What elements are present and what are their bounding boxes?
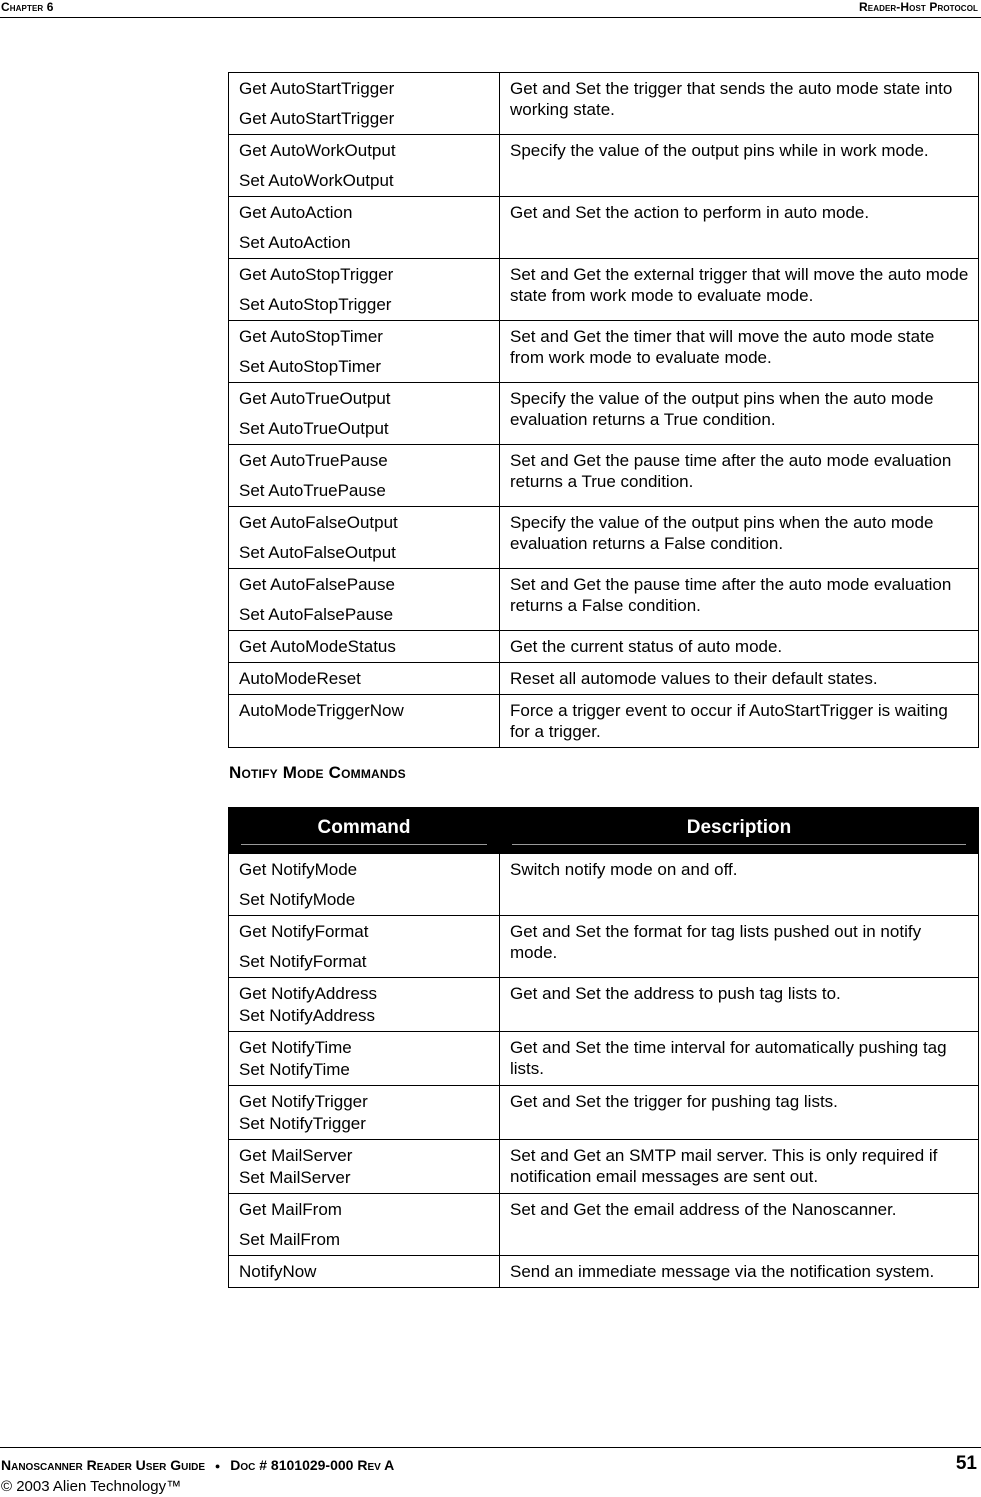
- description-cell: Get and Set the time interval for automatically pushing tag lists.: [500, 1032, 979, 1086]
- command-name: Get MailServer: [239, 1146, 353, 1165]
- command-name: Set AutoFalseOutput: [239, 543, 396, 562]
- command-cell: [229, 854, 500, 916]
- table-row: [229, 663, 979, 695]
- command-name: Set NotifyMode: [239, 890, 356, 909]
- command-name: Set AutoFalsePause: [239, 605, 394, 624]
- command-cell: [229, 1194, 500, 1256]
- command-cell: [229, 663, 500, 695]
- table-row: [229, 135, 979, 197]
- command-name: Get NotifyTrigger: [239, 1092, 368, 1111]
- description-cell: Set and Get the pause time after the auto mode evaluation returns a False condition.: [500, 569, 979, 631]
- command-cell: [229, 916, 500, 978]
- description-cell: Specify the value of the output pins when the auto mode evaluation returns a False condition.: [500, 507, 979, 569]
- auto-mode-commands-table: [228, 72, 979, 748]
- command-name: Set NotifyFormat: [239, 952, 367, 971]
- command-cell: [229, 507, 500, 569]
- footer-doc-info: [1, 1457, 394, 1473]
- command-cell: [229, 73, 500, 135]
- table-header-row: [229, 808, 979, 854]
- table-row: [229, 259, 979, 321]
- command-cell: [229, 1256, 500, 1288]
- command-name: Get AutoTrueOutput: [239, 389, 391, 408]
- table-row: [229, 1086, 979, 1140]
- command-cell: [229, 259, 500, 321]
- command-name: Set AutoWorkOutput: [239, 171, 394, 190]
- command-cell: [229, 695, 500, 748]
- section-title: Reader-Host Protocol: [859, 0, 978, 14]
- page-header: [0, 0, 981, 18]
- notify-mode-commands-table: [228, 807, 979, 1288]
- command-name: Set AutoStopTrigger: [239, 295, 392, 314]
- command-name: NotifyNow: [239, 1262, 317, 1281]
- command-name: Set MailFrom: [239, 1230, 341, 1249]
- description-cell: Set and Get an SMTP mail server. This is only required if notification email messages are sent out.: [500, 1140, 979, 1194]
- description-cell: Get and Set the trigger that sends the auto mode state into working state.: [500, 73, 979, 135]
- description-cell: Set and Get the email address of the Nanoscanner.: [500, 1194, 979, 1256]
- command-cell: [229, 321, 500, 383]
- description-cell: Set and Get the pause time after the auto mode evaluation returns a True condition.: [500, 445, 979, 507]
- description-cell: Switch notify mode on and off.: [500, 854, 979, 916]
- command-name: Set AutoStopTimer: [239, 357, 382, 376]
- description-cell: Get and Set the action to perform in auto mode.: [500, 197, 979, 259]
- command-name: Set MailServer: [239, 1168, 351, 1187]
- description-cell: Get the current status of auto mode.: [500, 631, 979, 663]
- description-cell: Get and Set the format for tag lists pushed out in notify mode.: [500, 916, 979, 978]
- command-cell: [229, 1086, 500, 1140]
- command-cell: [229, 383, 500, 445]
- page-number: 51: [955, 1453, 977, 1474]
- command-cell: [229, 978, 500, 1032]
- description-cell: Set and Get the external trigger that will move the auto mode state from work mode to evaluate mode.: [500, 259, 979, 321]
- command-name: Get NotifyFormat: [239, 922, 369, 941]
- command-name: Set NotifyTime: [239, 1060, 350, 1079]
- command-name: AutoModeReset: [239, 669, 361, 688]
- command-name: Get AutoStartTrigger: [239, 79, 395, 98]
- command-cell: [229, 631, 500, 663]
- section-heading-notify-mode: Notify Mode Commands: [229, 763, 406, 782]
- table-row: [229, 197, 979, 259]
- table-row: [229, 1256, 979, 1288]
- command-name: Get NotifyTime: [239, 1038, 352, 1057]
- command-cell: [229, 1140, 500, 1194]
- table-row: [229, 695, 979, 748]
- command-name: AutoModeTriggerNow: [239, 701, 404, 720]
- command-name: Get AutoModeStatus: [239, 637, 396, 656]
- guide-title: Nanoscanner Reader User Guide: [1, 1457, 206, 1473]
- table-row: [229, 507, 979, 569]
- command-name: Get AutoStopTimer: [239, 327, 383, 346]
- command-cell: [229, 445, 500, 507]
- command-name: Get AutoFalseOutput: [239, 513, 398, 532]
- command-cell: [229, 135, 500, 197]
- description-cell: Get and Set the trigger for pushing tag lists.: [500, 1086, 979, 1140]
- column-header-description: Description: [500, 808, 979, 854]
- table-row: [229, 383, 979, 445]
- command-name: Get AutoAction: [239, 203, 353, 222]
- command-cell: [229, 1032, 500, 1086]
- column-header-command: Command: [229, 808, 500, 854]
- table-row: [229, 569, 979, 631]
- table-row: [229, 321, 979, 383]
- table-row: [229, 916, 979, 978]
- command-name: Get AutoStartTrigger: [239, 109, 395, 128]
- table-row: [229, 854, 979, 916]
- command-name: Get NotifyAddress: [239, 984, 377, 1003]
- command-name: Set AutoTruePause: [239, 481, 386, 500]
- command-cell: [229, 569, 500, 631]
- table-row: [229, 978, 979, 1032]
- bullet-separator: ●: [214, 1461, 221, 1472]
- description-cell: Send an immediate message via the notification system.: [500, 1256, 979, 1288]
- page-footer: [0, 1447, 981, 1495]
- description-cell: Specify the value of the output pins when the auto mode evaluation returns a True condition.: [500, 383, 979, 445]
- command-name: Set AutoTrueOutput: [239, 419, 389, 438]
- description-cell: Get and Set the address to push tag lists to.: [500, 978, 979, 1032]
- table-row: [229, 445, 979, 507]
- description-cell: Set and Get the timer that will move the auto mode state from work mode to evaluate mode.: [500, 321, 979, 383]
- copyright: © 2003 Alien Technology™: [1, 1478, 182, 1495]
- table-row: [229, 1194, 979, 1256]
- command-name: Set NotifyTrigger: [239, 1114, 366, 1133]
- table-row: [229, 631, 979, 663]
- table-row: [229, 1032, 979, 1086]
- table-row: [229, 73, 979, 135]
- command-name: Get AutoStopTrigger: [239, 265, 394, 284]
- command-name: Get AutoFalsePause: [239, 575, 395, 594]
- command-name: Get AutoTruePause: [239, 451, 388, 470]
- doc-number: Doc # 8101029-000 Rev A: [230, 1457, 395, 1473]
- command-name: Get NotifyMode: [239, 860, 358, 879]
- description-cell: Specify the value of the output pins while in work mode.: [500, 135, 979, 197]
- command-cell: [229, 197, 500, 259]
- chapter-label: Chapter 6: [1, 0, 54, 14]
- table-row: [229, 1140, 979, 1194]
- command-name: Get MailFrom: [239, 1200, 342, 1219]
- command-name: Set AutoAction: [239, 233, 351, 252]
- command-name: Set NotifyAddress: [239, 1006, 376, 1025]
- description-cell: Force a trigger event to occur if AutoStartTrigger is waiting for a trigger.: [500, 695, 979, 748]
- command-name: Get AutoWorkOutput: [239, 141, 396, 160]
- description-cell: Reset all automode values to their default states.: [500, 663, 979, 695]
